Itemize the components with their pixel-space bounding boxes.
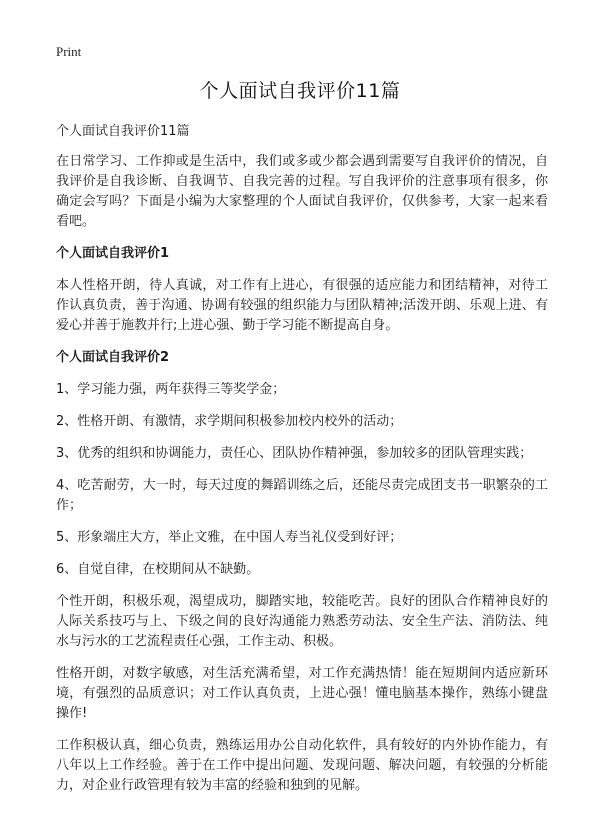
list-item: 3、优秀的组织和协调能力，责任心、团队协作精神强，参加较多的团队管理实践；: [56, 446, 533, 461]
section-2-paragraph: 工作积极认真，细心负责，熟练运用办公自动化软件，具有较好的内外协作能力，有八年以上工作经验。善于在工作中提出问题、发现问题、解决问题，有较强的分析能力，对企业行政管理有较为丰富的经验和独到的见解。: [56, 738, 548, 793]
article-subtitle: 个人面试自我评价11篇: [56, 124, 190, 139]
intro-paragraph: 在日常学习、工作抑或是生活中，我们或多或少都会遇到需要写自我评价的情况，自我评价是自我诊断、自我调节、自我完善的过程。写自我评价的注意事项有很多，你确定会写吗？下面是小编为大家整理的个人面试自我评价，仅供参考，大家一起来看看吧。: [56, 154, 548, 229]
list-item: 4、吃苦耐劳，大一时，每天过度的舞蹈训练之后，还能尽责完成团支书一职繁杂的工作；: [56, 478, 548, 513]
article-body: [56, 122, 548, 808]
section-1-paragraph: 本人性格开朗，待人真诚，对工作有上进心，有很强的适应能力和团结精神，对待工作认真负责，善于沟通、协调有较强的组织能力与团队精神;活泼开朗、乐观上进、有爱心并善于施教并行;上进心强、勤于学习能不断提高自身。: [56, 278, 548, 333]
list-item: 6、自觉自律，在校期间从不缺勤。: [56, 562, 260, 577]
list-item: 2、性格开朗、有激情，求学期间积极参加校内校外的活动；: [56, 414, 403, 429]
page-title: 个人面试自我评价11篇: [199, 80, 401, 102]
section-2-paragraph: 个性开朗，积极乐观，渴望成功，脚踏实地，较能吃苦。良好的团队合作精神良好的人际关系技巧与上、下级之间的良好沟通能力熟悉劳动法、安全生产法、消防法、纯水与污水的工艺流程责任心强，工作主动、积极。: [56, 594, 548, 649]
list-item: 5、形象端庄大方，举止文雅，在中国人寿当礼仪受到好评；: [56, 530, 403, 545]
section-2-paragraph: 性格开朗，对数字敏感，对生活充满希望，对工作充满热情！能在短期间内适应新环境，有强烈的品质意识；对工作认真负责，上进心强！懂电脑基本操作，熟练小键盘操作!: [56, 666, 548, 721]
section-heading-1: 个人面试自我评价1: [56, 246, 170, 261]
section-heading-2: 个人面试自我评价2: [56, 350, 170, 365]
list-item: 1、学习能力强，两年获得三等奖学金；: [56, 382, 286, 397]
print-link[interactable]: Print: [56, 44, 82, 59]
